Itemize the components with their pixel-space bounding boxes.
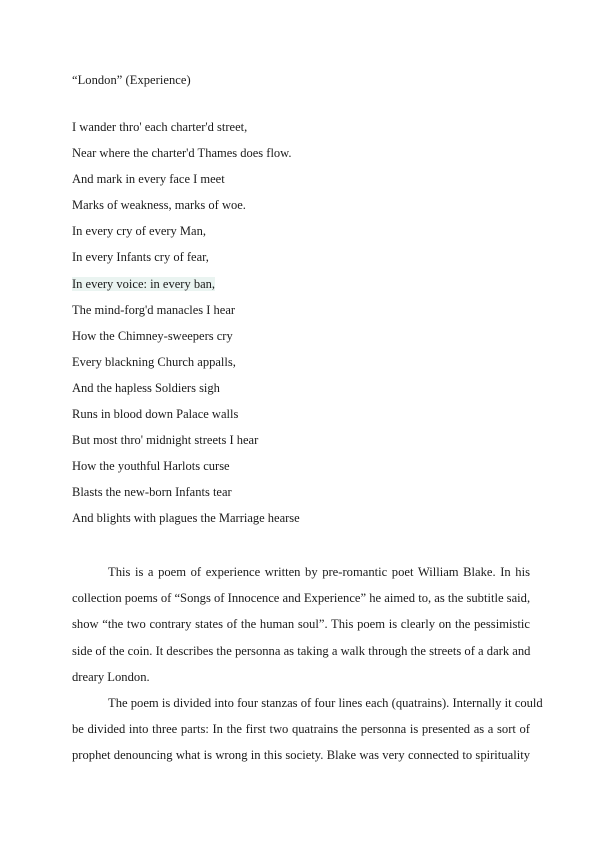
poem-line: How the youthful Harlots curse [72,459,230,474]
poem [72,114,300,532]
text-line: dreary London. [72,669,150,684]
text-line: collection poems of “Songs of Innocence and Experience” he aimed to, as the subtitle said, [72,591,531,606]
poem-line: How the Chimney-sweepers cry [72,328,233,343]
analysis-text [72,559,543,769]
poem-line: And mark in every face I meet [72,172,225,187]
poem-line: In every cry of every Man, [72,224,206,239]
poem-line: And the hapless Soldiers sigh [72,380,220,395]
text-line: The poem is divided into four stanzas of four lines each (quatrains). Internally it could [108,696,543,711]
text-line: side of the coin. It describes the personna as taking a walk through the streets of a dark and [72,643,531,658]
paragraph-1 [72,559,530,690]
poem-line: Marks of weakness, marks of woe. [72,198,246,213]
paragraph-2 [72,690,543,769]
poem-line: Runs in blood down Palace walls [72,407,239,422]
poem-line: But most thro' midnight streets I hear [72,433,259,448]
poem-line: Near where the charter'd Thames does flow. [72,146,292,161]
text-line: prophet denouncing what is wrong in this society. Blake was very connected to spirituality [72,748,530,763]
text-line: be divided into three parts: In the first two quatrains the personna is presented as a sort of [72,722,530,737]
poem-line: Every blackning Church appalls, [72,354,236,369]
poem-line: And blights with plagues the Marriage hearse [72,511,300,526]
poem-line: In every Infants cry of fear, [72,250,209,265]
poem-line-highlighted [72,271,300,297]
text-highlight: In every voice: in every ban, [72,276,215,291]
text-line: This is a poem of experience written by pre-romantic poet William Blake. In his [108,565,530,579]
poem-line: Blasts the new-born Infants tear [72,485,232,500]
text-line: show “the two contrary states of the human soul”. This poem is clearly on the pessimistic [72,617,530,632]
poem-line: I wander thro' each charter'd street, [72,120,248,134]
document-title: “London” (Experience) [72,73,191,87]
poem-line: The mind-forg'd manacles I hear [72,302,236,317]
